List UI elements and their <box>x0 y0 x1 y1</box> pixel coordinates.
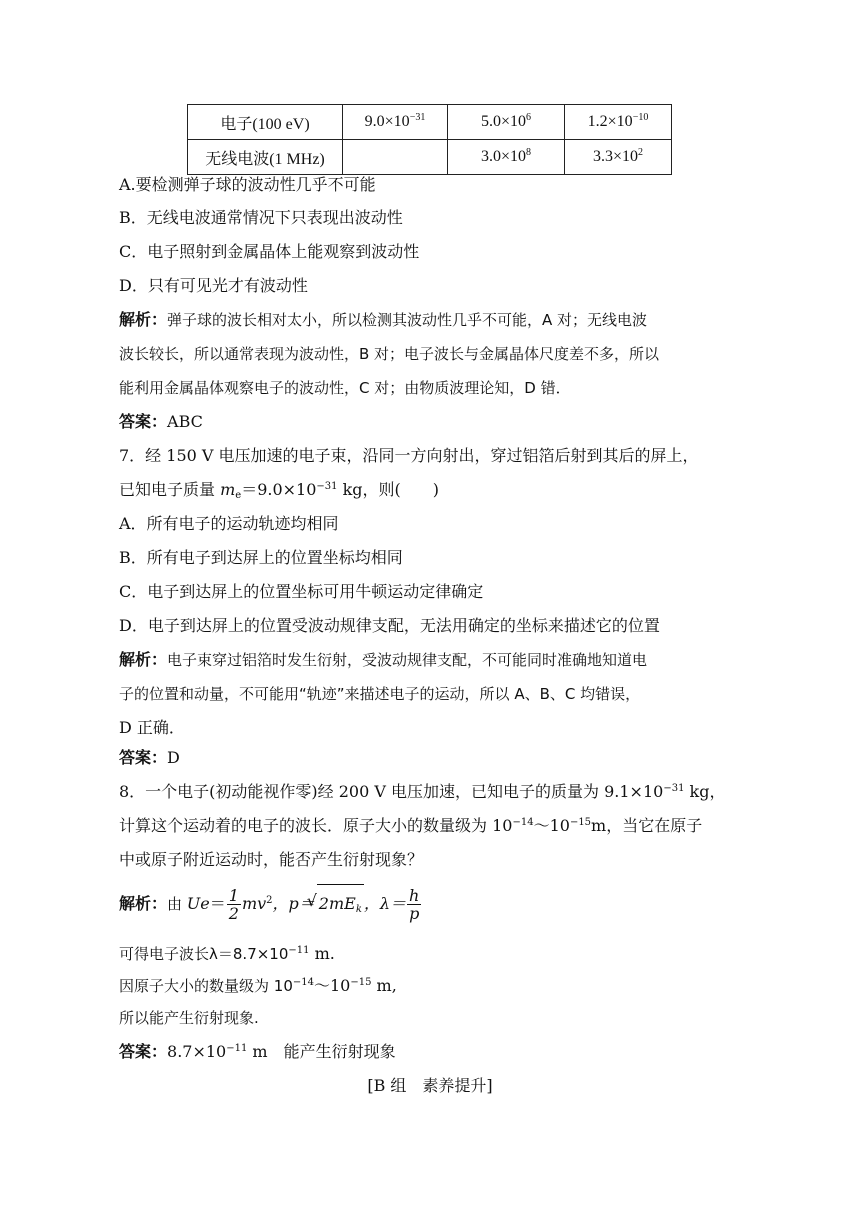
q6-option-d: D．只有可见光才有波动性 <box>119 276 308 295</box>
stem-text: ＝9.0×10 <box>241 480 317 499</box>
cell-text: 3.3×10 <box>592 148 639 165</box>
answer-text: 8.7×10 <box>167 1042 227 1061</box>
formula-text: ，p＝ <box>272 894 315 913</box>
table-cell <box>343 140 448 175</box>
cell-text: 1.2×10 <box>587 113 633 130</box>
formula-var: Ue <box>186 894 210 913</box>
stem-sub: e <box>235 490 242 501</box>
analysis-text: m. <box>309 944 335 963</box>
stem-exp: −15 <box>569 817 592 828</box>
wave-data-table <box>187 104 672 175</box>
q7-option-c: C．电子到达屏上的位置坐标可用牛顿运动定律确定 <box>119 582 484 601</box>
formula-text: ，λ＝ <box>363 894 407 913</box>
table-cell <box>448 140 565 175</box>
stem-text: 已知电子质量 <box>119 480 221 499</box>
q7-stem-line: 7．经 150 V 电压加速的电子束，沿同一方向射出，穿过铝箔后射到其后的屏上， <box>119 446 699 465</box>
answer-label: 答案： <box>119 748 168 767</box>
analysis-text: 因原子大小的数量级为 10 <box>119 977 293 995</box>
square-root <box>317 884 364 923</box>
cell-exponent: 6 <box>526 112 532 123</box>
q8-answer <box>119 1040 396 1064</box>
stem-text: ～10 <box>533 816 570 835</box>
q7-option-a: A．所有电子的运动轨迹均相同 <box>119 514 339 533</box>
q8-stem-line: 中或原子附近运动时，能否产生衍射现象？ <box>119 850 424 869</box>
fraction-denominator: p <box>409 904 420 923</box>
q6-answer <box>119 410 203 434</box>
q8-analysis-line: 所以能产生衍射现象. <box>119 1009 259 1027</box>
fraction-denominator: 2 <box>228 904 239 923</box>
analysis-text: 电子束穿过铝箔时发生衍射，受波动规律支配，不可能同时准确地知道电 <box>167 651 648 669</box>
stem-exp: −14 <box>512 817 534 828</box>
table-row <box>188 140 672 175</box>
q8-stem-line <box>119 780 725 804</box>
analysis-exp: −15 <box>350 977 372 988</box>
q8-formula-line <box>119 884 422 923</box>
stem-text: 计算这个运动着的电子的波长．原子大小的数量级为 10 <box>119 816 513 835</box>
analysis-text: 弹子球的波长相对太小，所以检测其波动性几乎不可能，A 对；无线电波 <box>167 311 648 329</box>
sqrt-content: 2mE <box>318 894 356 913</box>
fraction-one-half <box>227 887 241 922</box>
answer-text: m 能产生衍射现象 <box>247 1042 396 1061</box>
cell-exponent: 8 <box>526 147 532 158</box>
section-title: [B 组 素养提升] <box>367 1076 493 1095</box>
q6-option-c: C．电子照射到金属晶体上能观察到波动性 <box>119 242 420 261</box>
table-cell <box>448 105 565 140</box>
answer-label: 答案： <box>119 412 168 431</box>
cell-text: 9.0×10 <box>364 113 410 130</box>
cell-text: 5.0×10 <box>480 113 527 130</box>
q7-analysis-line <box>119 648 647 672</box>
stem-text: kg，则( ) <box>337 480 440 499</box>
cell-text: 3.0×10 <box>480 148 527 165</box>
table-cell <box>565 140 672 175</box>
analysis-text: ～10 <box>313 976 351 995</box>
formula-sub: k <box>355 904 362 915</box>
analysis-exp: −14 <box>292 977 314 988</box>
formula-var: mv <box>241 894 267 913</box>
analysis-exp: −11 <box>288 945 310 956</box>
table-cell <box>565 105 672 140</box>
q8-stem-line <box>119 814 702 838</box>
q7-analysis-line: 子的位置和动量，不可能用“轨迹”来描述电子的运动，所以 A、B、C 均错误， <box>119 685 641 703</box>
q8-analysis-line <box>119 974 397 998</box>
q6-option-b: B．无线电波通常情况下只表现出波动性 <box>119 208 403 227</box>
q7-stem-line <box>119 478 439 502</box>
analysis-text: 可得电子波长λ＝8.7×10 <box>119 945 289 963</box>
q7-option-d: D．电子到达屏上的位置受波动规律支配，无法用确定的坐标来描述它的位置 <box>119 616 660 635</box>
answer-text: D <box>167 748 180 767</box>
analysis-label: 解析： <box>119 310 168 329</box>
stem-exp: −31 <box>663 783 685 794</box>
fraction-h-over-p <box>407 887 421 922</box>
table-cell <box>188 140 343 175</box>
q7-analysis-line: D 正确． <box>119 718 185 737</box>
q7-answer <box>119 746 180 770</box>
q6-analysis-line: 能利用金属晶体观察电子的波动性，C 对；由物质波理论知，D 错． <box>119 379 571 397</box>
formula-text: ＝ <box>209 894 226 913</box>
cell-text: 电子(100 eV) <box>220 115 310 133</box>
cell-text: 无线电波(1 MHz) <box>205 150 325 168</box>
stem-text: kg， <box>684 782 726 801</box>
q8-analysis-line <box>119 942 335 966</box>
formula-exp: 2 <box>266 895 273 906</box>
fraction-numerator: h <box>409 886 420 905</box>
fraction-numerator: 1 <box>228 886 239 905</box>
stem-exp: −31 <box>316 481 338 492</box>
answer-text: ABC <box>167 412 203 431</box>
cell-exponent: −10 <box>632 112 649 123</box>
stem-text: m，当它在原子 <box>591 816 703 835</box>
cell-exponent: 2 <box>638 147 644 158</box>
table-cell <box>188 105 343 140</box>
q6-option-a: A.要检测弹子球的波动性几乎不可能 <box>119 175 376 194</box>
q7-option-b: B．所有电子到达屏上的位置坐标均相同 <box>119 548 403 567</box>
q6-analysis-line <box>119 308 647 332</box>
stem-text: 8．一个电子(初动能视作零)经 200 V 电压加速，已知电子的质量为 9.1×10 <box>119 782 664 801</box>
stem-var: m <box>220 480 236 499</box>
formula-text: 由 <box>167 895 187 913</box>
q6-analysis-line: 波长较长，所以通常表现为波动性，B 对；电子波长与金属晶体尺度差不多，所以 <box>119 345 660 363</box>
answer-label: 答案： <box>119 1042 168 1061</box>
table-cell <box>343 105 448 140</box>
answer-exp: −11 <box>226 1043 248 1054</box>
table-row <box>188 105 672 140</box>
analysis-label: 解析： <box>119 650 168 669</box>
analysis-text: m, <box>371 976 397 995</box>
analysis-label: 解析： <box>119 894 168 913</box>
cell-exponent: −31 <box>409 112 426 123</box>
